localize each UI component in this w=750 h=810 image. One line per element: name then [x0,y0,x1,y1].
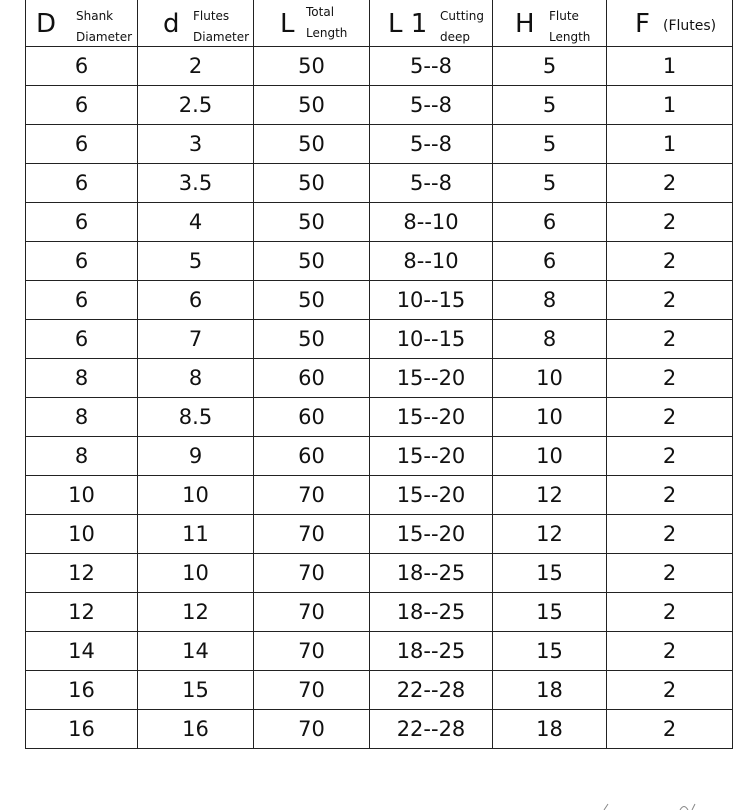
table-cell: 18--25 [370,554,493,593]
table-cell: 70 [254,476,370,515]
table-cell: 3.5 [138,164,254,203]
header-label-top: Flute [549,9,579,23]
table-cell: 10 [26,515,138,554]
header-letter: F [635,9,650,39]
table-cell: 5 [138,242,254,281]
table-cell: 8 [493,320,607,359]
table-cell: 5 [493,125,607,164]
table-row [26,203,733,242]
table-cell: 10 [26,476,138,515]
table-cell: 6 [493,203,607,242]
table-cell: 10 [493,437,607,476]
table-cell: 50 [254,242,370,281]
table-cell: 70 [254,671,370,710]
table-row [26,359,733,398]
table-cell: 6 [26,203,138,242]
table-cell: 16 [138,710,254,749]
table-cell: 6 [26,125,138,164]
table-cell: 70 [254,515,370,554]
header-flutes [607,0,733,47]
table-cell: 10 [493,359,607,398]
table-cell: 22--28 [370,671,493,710]
table-row [26,476,733,515]
header-label-bottom: deep [440,30,470,44]
table-cell: 5--8 [370,164,493,203]
table-row [26,710,733,749]
header-label-top: Total [306,5,335,19]
header-label-top: Flutes [193,9,230,23]
table-cell: 18 [493,710,607,749]
table-cell: 15--20 [370,359,493,398]
table-row [26,437,733,476]
table-cell: 10--15 [370,281,493,320]
table-cell: 15--20 [370,476,493,515]
table-cell: 50 [254,281,370,320]
table-row [26,281,733,320]
table-cell: 12 [26,554,138,593]
table-cell: 1 [607,86,733,125]
table-cell: 60 [254,437,370,476]
table-cell: 2 [607,671,733,710]
table-cell: 5 [493,86,607,125]
table-cell: 15 [493,593,607,632]
table-cell: 6 [26,164,138,203]
spec-table [25,0,733,749]
header-label-bottom: Length [549,30,591,44]
table-cell: 12 [493,476,607,515]
table-row [26,125,733,164]
header-label-top: Shank [76,9,114,23]
table-row [26,632,733,671]
table-cell: 5--8 [370,47,493,86]
table-row [26,593,733,632]
table-cell: 12 [26,593,138,632]
table-body [26,47,733,749]
table-row [26,554,733,593]
table-cell: 22--28 [370,710,493,749]
table-cell: 10 [138,554,254,593]
table-cell: 6 [26,281,138,320]
table-row [26,515,733,554]
table-cell: 8 [493,281,607,320]
header-shank-diameter [26,0,138,47]
table-cell: 7 [138,320,254,359]
table-row [26,86,733,125]
table-cell: 12 [138,593,254,632]
table-cell: 2 [607,281,733,320]
table-cell: 70 [254,632,370,671]
table-cell: 50 [254,125,370,164]
table-cell: 18--25 [370,593,493,632]
table-cell: 6 [26,320,138,359]
table-cell: 15--20 [370,398,493,437]
table-cell: 2 [607,632,733,671]
table-cell: 15--20 [370,437,493,476]
table-cell: 2 [138,47,254,86]
table-row [26,47,733,86]
table-cell: 18--25 [370,632,493,671]
table-row [26,164,733,203]
header-label-top: Cutting [440,9,484,23]
table-cell: 50 [254,47,370,86]
table-row [26,320,733,359]
table-cell: 2 [607,593,733,632]
table-cell: 8--10 [370,242,493,281]
table-cell: 16 [26,710,138,749]
table-cell: 2 [607,359,733,398]
header-label-bottom: Diameter [76,30,133,44]
table-cell: 4 [138,203,254,242]
table-cell: 70 [254,554,370,593]
table-cell: 15 [493,632,607,671]
table-cell: 2 [607,398,733,437]
table-cell: 6 [26,86,138,125]
table-row [26,671,733,710]
table-cell: 10 [493,398,607,437]
table-cell: 50 [254,203,370,242]
table-cell: 2 [607,515,733,554]
header-label-bottom: Length [306,26,348,40]
table-cell: 6 [26,242,138,281]
table-cell: 5--8 [370,86,493,125]
header-total-length [254,0,370,47]
table-cell: 6 [493,242,607,281]
table-cell: 2 [607,554,733,593]
table-cell: 8--10 [370,203,493,242]
table-cell: 15 [138,671,254,710]
table-cell: 11 [138,515,254,554]
header-cutting-deep [370,0,493,47]
table-cell: 15--20 [370,515,493,554]
table-row [26,242,733,281]
header-flutes-diameter [138,0,254,47]
table-cell: 14 [26,632,138,671]
table-cell: 60 [254,398,370,437]
table-cell: 50 [254,320,370,359]
header-row [26,0,733,47]
footer-marks [600,802,710,810]
table-cell: 2 [607,710,733,749]
table-cell: 6 [138,281,254,320]
header-letter: H [515,9,535,39]
table-cell: 70 [254,710,370,749]
table-cell: 15 [493,554,607,593]
table-cell: 50 [254,86,370,125]
table-cell: 3 [138,125,254,164]
table-cell: 2.5 [138,86,254,125]
table-cell: 2 [607,242,733,281]
table-cell: 9 [138,437,254,476]
table-row [26,398,733,437]
table-cell: 1 [607,125,733,164]
header-letter: D [36,9,57,39]
table-cell: 6 [26,47,138,86]
table-cell: 5 [493,47,607,86]
table-cell: 8.5 [138,398,254,437]
header-flute-length [493,0,607,47]
header-letter: L 1 [388,9,428,39]
table-cell: 1 [607,47,733,86]
table-cell: 14 [138,632,254,671]
table-cell: 5--8 [370,125,493,164]
table-cell: 2 [607,476,733,515]
table-cell: 50 [254,164,370,203]
table-cell: 8 [26,398,138,437]
table-cell: 2 [607,320,733,359]
table-cell: 10--15 [370,320,493,359]
table-cell: 18 [493,671,607,710]
table-cell: 5 [493,164,607,203]
table-cell: 16 [26,671,138,710]
table-cell: 8 [138,359,254,398]
table-cell: 10 [138,476,254,515]
table-cell: 2 [607,203,733,242]
table-cell: 70 [254,593,370,632]
table-cell: 8 [26,359,138,398]
header-label-bottom: Diameter [193,30,250,44]
header-letter: L [280,9,295,39]
header-label-paren: (Flutes) [663,18,717,34]
header-letter: d [163,9,180,39]
table-cell: 12 [493,515,607,554]
table-cell: 60 [254,359,370,398]
table-cell: 8 [26,437,138,476]
table-cell: 2 [607,437,733,476]
table-cell: 2 [607,164,733,203]
